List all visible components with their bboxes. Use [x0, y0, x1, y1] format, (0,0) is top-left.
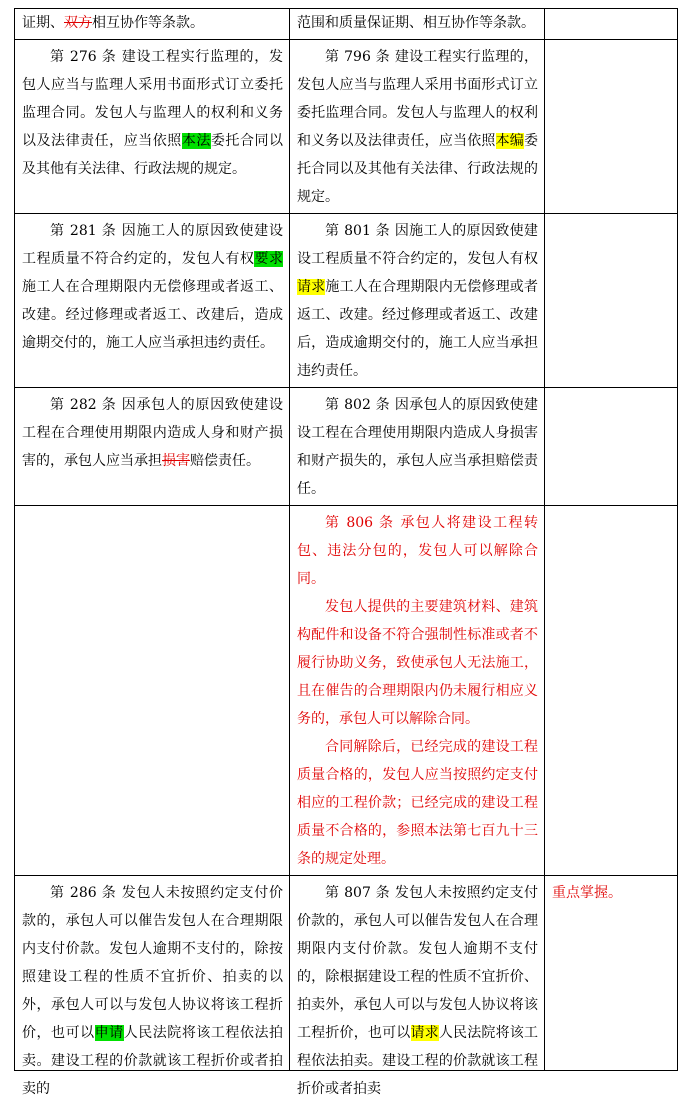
changed-term-highlight: 本编 [495, 133, 524, 149]
note-cell [545, 388, 678, 506]
changed-term-highlight: 本法 [181, 133, 211, 149]
key-point-note: 重点掌握。 [552, 885, 622, 901]
table-row [15, 876, 678, 1071]
deleted-text: 损害 [162, 453, 190, 469]
table-row [15, 506, 678, 876]
note-cell [545, 876, 678, 1071]
new-article-paragraph: 发包人提供的主要建筑材料、建筑构配件和设备不符合强制性标准或者不履行协助义务，致使承包人无法施工，且在催告的合理期限内仍未履行相应义务的，承包人可以解除合同。 [297, 599, 538, 727]
note-cell [545, 40, 678, 214]
new-article-paragraph: 第 806 条 承包人将建设工程转包、违法分包的，发包人可以解除合同。 [297, 515, 538, 587]
changed-term-highlight: 请求 [410, 1025, 439, 1041]
new-law-cell: 范围和质量保证期、相互协作等条款。 [290, 9, 545, 40]
table-row [15, 40, 678, 214]
old-law-cell: 第 276 条 建设工程实行监理的，发包人应当与监理人采用书面形式订立委托监理合同。发包人与监理人的权利和义务以及法律责任，应当依照本法委托合同以及其他有关法律、行政法规的规定。 [15, 40, 290, 214]
note-cell [545, 9, 678, 40]
changed-term-highlight: 申请 [94, 1025, 124, 1041]
old-law-cell [15, 506, 290, 876]
new-article-paragraph: 合同解除后，已经完成的建设工程质量合格的，发包人应当按照约定支付相应的工程价款；已经完成的建设工程质量不合格的，参照本法第七百九十三条的规定处理。 [297, 739, 538, 867]
changed-term-highlight: 请求 [297, 279, 326, 295]
new-law-cell: 第 807 条 发包人未按照约定支付价款的，承包人可以催告发包人在合理期限内支付价款。发包人逾期不支付的，除根据建设工程的性质不宜折价、拍卖外，承包人可以与发包人协议将该工程折价，也可以请求人民法院将该工程依法拍卖。建设工程的价款就该工程折价或者拍卖 [290, 876, 545, 1071]
note-cell [545, 214, 678, 388]
changed-term-highlight: 要求 [254, 251, 284, 267]
old-law-cell: 第 281 条 因施工人的原因致使建设工程质量不符合约定的，发包人有权要求施工人在合理期限内无偿修理或者返工、改建。经过修理或者返工、改建后，造成逾期交付的，施工人应当承担违约责任。 [15, 214, 290, 388]
note-cell [545, 506, 678, 876]
table-row [15, 214, 678, 388]
deleted-text: 双方 [64, 15, 92, 31]
comparison-table [14, 8, 678, 1097]
old-law-cell: 第 286 条 发包人未按照约定支付价款的，承包人可以催告发包人在合理期限内支付价款。发包人逾期不支付的，除按照建设工程的性质不宜折价、拍卖的以外，承包人可以与发包人协议将该工程折价，也可以申请人民法院将该工程依法拍卖。建设工程的价款就该工程折价或者拍卖的 [15, 876, 290, 1071]
old-law-cell: 第 282 条 因承包人的原因致使建设工程在合理使用期限内造成人身和财产损害的，承包人应当承担损害赔偿责任。 [15, 388, 290, 506]
table-row [15, 388, 678, 506]
new-law-cell: 第 801 条 因施工人的原因致使建设工程质量不符合约定的，发包人有权请求施工人在合理期限内无偿修理或者返工、改建。经过修理或者返工、改建后，造成逾期交付的，施工人应当承担违约责任。 [290, 214, 545, 388]
new-law-cell: 第 796 条 建设工程实行监理的，发包人应当与监理人采用书面形式订立委托监理合同。发包人与监理人的权利和义务以及法律责任，应当依照本编委托合同以及其他有关法律、行政法规的规定。 [290, 40, 545, 214]
old-law-cell: 证期、双方相互协作等条款。 [15, 9, 290, 40]
new-law-cell [290, 506, 545, 876]
table-row [15, 9, 678, 40]
new-law-cell: 第 802 条 因承包人的原因致使建设工程在合理使用期限内造成人身损害和财产损失的，承包人应当承担赔偿责任。 [290, 388, 545, 506]
